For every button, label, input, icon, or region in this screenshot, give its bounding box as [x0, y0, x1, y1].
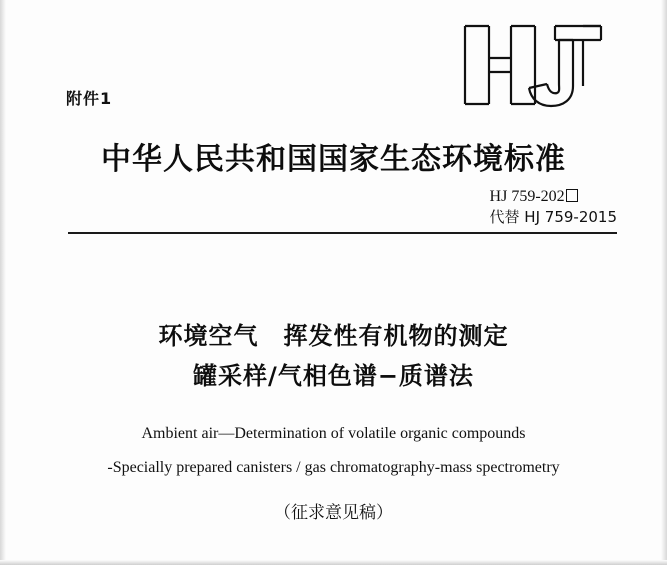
hj-logo-icon	[459, 20, 609, 110]
horizontal-rule	[68, 232, 617, 234]
draft-status: （征求意见稿）	[274, 503, 393, 523]
attachment-label: 附件1	[66, 89, 113, 108]
scan-edge-bottom	[0, 560, 667, 565]
page-title: 中华人民共和国国家生态环境标准	[101, 142, 566, 177]
chinese-title	[0, 316, 667, 396]
standard-code: HJ 759-202	[489, 188, 565, 205]
replaces-code: 代替 HJ 759-2015	[489, 208, 617, 226]
chinese-title-line1: 环境空气 挥发性有机物的测定	[158, 322, 509, 350]
code-placeholder-box-icon	[566, 189, 578, 202]
english-title	[0, 417, 667, 485]
standard-code-line	[490, 186, 617, 207]
standard-codes	[490, 186, 617, 228]
english-title-line1: Ambient air—Determination of volatile organic compounds	[141, 425, 526, 442]
chinese-title-line2: 罐采样/气相色谱−质谱法	[193, 362, 474, 390]
english-title-line2: -Specially prepared canisters / gas chromatography-mass spectrometry	[107, 459, 560, 476]
